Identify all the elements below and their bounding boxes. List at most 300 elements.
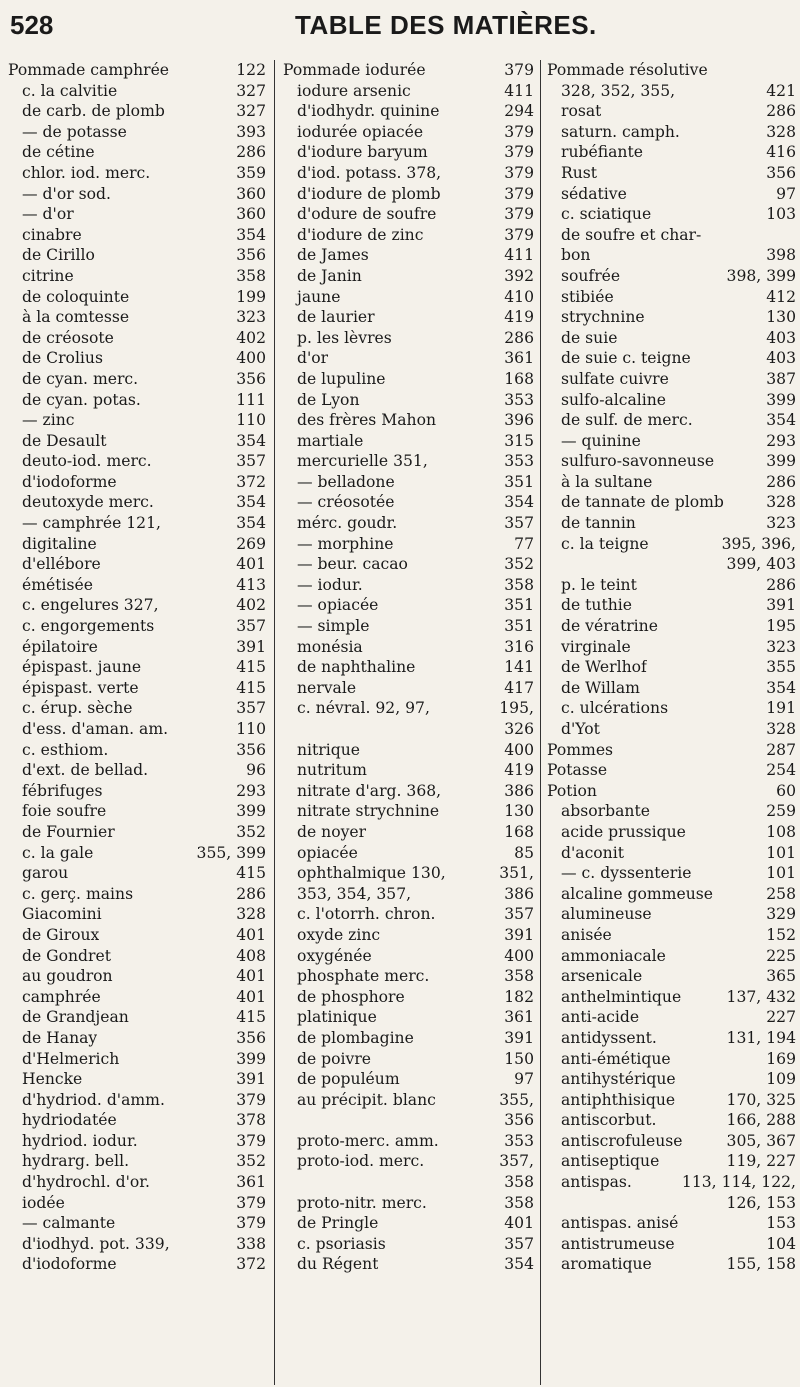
entry-term: de lupuline bbox=[297, 369, 386, 388]
entry-pages: 415 bbox=[236, 678, 266, 697]
entry-pages: 401 bbox=[236, 555, 266, 574]
index-entry bbox=[283, 554, 534, 575]
index-entry bbox=[547, 946, 796, 967]
entry-pages: 355, bbox=[499, 1090, 534, 1109]
entry-pages: 358 bbox=[504, 967, 534, 986]
entry-term: monésia bbox=[297, 637, 363, 656]
entry-pages: 357, bbox=[499, 1152, 534, 1171]
entry-pages: 327 bbox=[236, 81, 266, 100]
index-entry bbox=[547, 1049, 796, 1070]
index-entry bbox=[283, 451, 534, 472]
entry-pages: 352 bbox=[236, 822, 266, 841]
entry-pages: 286 bbox=[766, 102, 796, 121]
entry-pages: 354 bbox=[236, 493, 266, 512]
entry-term: stibiée bbox=[561, 287, 614, 306]
entry-pages: 287 bbox=[766, 740, 796, 759]
entry-pages: 419 bbox=[504, 761, 534, 780]
entry-term: de poivre bbox=[297, 1049, 372, 1068]
index-entry bbox=[283, 1049, 534, 1070]
entry-pages: 379 bbox=[504, 163, 534, 182]
index-entry bbox=[547, 410, 796, 431]
entry-pages: 316 bbox=[504, 637, 534, 656]
entry-term: acide prussique bbox=[561, 822, 686, 841]
index-entry bbox=[283, 369, 534, 390]
entry-pages: 391 bbox=[236, 1070, 266, 1089]
entry-term: c. érup. sèche bbox=[22, 699, 133, 718]
index-entry bbox=[8, 307, 266, 328]
entry-pages: 360 bbox=[236, 184, 266, 203]
entry-term: strychnine bbox=[561, 308, 645, 327]
index-entry bbox=[8, 348, 266, 369]
index-entry bbox=[283, 410, 534, 431]
entry-term: sulfo-alcaline bbox=[561, 390, 667, 409]
entry-term: d'hydrochl. d'or. bbox=[22, 1173, 150, 1192]
entry-pages: 254 bbox=[766, 761, 796, 780]
index-entry bbox=[283, 204, 534, 225]
entry-term: proto-nitr. merc. bbox=[297, 1193, 427, 1212]
entry-pages: 415 bbox=[236, 658, 266, 677]
entry-term: de cétine bbox=[22, 143, 95, 162]
entry-term: de soufre et char- bbox=[561, 225, 702, 244]
entry-pages: 305, 367 bbox=[726, 1131, 796, 1150]
entry-term: de suie c. teigne bbox=[561, 349, 691, 368]
entry-pages: 395, 396, bbox=[721, 534, 796, 553]
entry-term: camphrée bbox=[22, 987, 101, 1006]
entry-term: — morphine bbox=[297, 534, 394, 553]
entry-term: épispast. jaune bbox=[22, 658, 142, 677]
entry-term: de Pringle bbox=[297, 1214, 379, 1233]
entry-term: de noyer bbox=[297, 822, 367, 841]
page-number: 528 bbox=[10, 10, 54, 40]
entry-term: de Hanay bbox=[22, 1028, 98, 1047]
entry-term: martiale bbox=[297, 431, 364, 450]
entry-pages: 387 bbox=[766, 369, 796, 388]
entry-pages: 170, 325 bbox=[726, 1090, 796, 1109]
entry-pages: 286 bbox=[236, 884, 266, 903]
entry-pages: 293 bbox=[236, 781, 266, 800]
index-entry bbox=[547, 678, 796, 699]
entry-pages: 103 bbox=[766, 205, 796, 224]
index-entry bbox=[8, 1069, 266, 1090]
entry-term: c. psoriasis bbox=[297, 1234, 386, 1253]
entry-pages: 355, 399 bbox=[196, 843, 266, 862]
entry-pages: 259 bbox=[766, 802, 796, 821]
index-entry bbox=[8, 1254, 266, 1275]
entry-term: — c. dyssenterie bbox=[561, 864, 692, 883]
entry-pages: 323 bbox=[766, 637, 796, 656]
entry-pages: 378 bbox=[236, 1111, 266, 1130]
entry-pages: 358 bbox=[504, 1173, 534, 1192]
entry-pages: 152 bbox=[766, 925, 796, 944]
index-entry bbox=[8, 863, 266, 884]
entry-term: — d'or sod. bbox=[22, 184, 111, 203]
entry-pages: 155, 158 bbox=[726, 1255, 796, 1274]
entry-term: d'Helmerich bbox=[22, 1049, 120, 1068]
entry-pages: 398 bbox=[766, 246, 796, 265]
entry-term: iodure arsenic bbox=[297, 81, 411, 100]
index-entry bbox=[283, 946, 534, 967]
entry-pages: 96 bbox=[246, 761, 266, 780]
entry-pages: 195 bbox=[766, 617, 796, 636]
entry-term: Potion bbox=[547, 781, 597, 800]
index-entry bbox=[283, 1193, 534, 1214]
entry-pages: 97 bbox=[514, 1070, 534, 1089]
entry-pages: 415 bbox=[236, 864, 266, 883]
entry-term: épispast. verte bbox=[22, 678, 139, 697]
entry-term: rubéfiante bbox=[561, 143, 643, 162]
entry-term: de carb. de plomb bbox=[22, 102, 165, 121]
index-entry bbox=[547, 184, 796, 205]
index-entry bbox=[547, 451, 796, 472]
entry-pages: 417 bbox=[504, 678, 534, 697]
entry-pages: 372 bbox=[236, 1255, 266, 1274]
entry-pages: 195, bbox=[499, 699, 534, 718]
entry-term: de laurier bbox=[297, 308, 375, 327]
entry-term: — de potasse bbox=[22, 122, 127, 141]
index-entry bbox=[8, 81, 266, 102]
entry-pages: 182 bbox=[504, 987, 534, 1006]
running-title: TABLE DES MATIÈRES. bbox=[295, 10, 597, 40]
entry-term: de vératrine bbox=[561, 617, 658, 636]
index-entry bbox=[547, 122, 796, 143]
entry-pages: 328 bbox=[236, 905, 266, 924]
index-entry bbox=[547, 595, 796, 616]
index-entry bbox=[547, 554, 796, 575]
entry-pages: 379 bbox=[236, 1131, 266, 1150]
index-entry bbox=[547, 657, 796, 678]
entry-term: Pommade iodurée bbox=[283, 61, 426, 79]
entry-term: de sulf. de merc. bbox=[561, 411, 693, 430]
index-entry bbox=[547, 1110, 796, 1131]
entry-pages: 351 bbox=[504, 617, 534, 636]
entry-term: p. les lèvres bbox=[297, 328, 392, 347]
entry-pages: 372 bbox=[236, 472, 266, 491]
index-entry bbox=[547, 534, 796, 555]
index-entry bbox=[8, 925, 266, 946]
entry-term: d'or bbox=[297, 349, 329, 368]
entry-term: — iodur. bbox=[297, 575, 363, 594]
entry-term: de cyan. merc. bbox=[22, 369, 139, 388]
entry-term: de Crolius bbox=[22, 349, 103, 368]
entry-pages: 401 bbox=[236, 987, 266, 1006]
index-entry bbox=[283, 760, 534, 781]
index-entry bbox=[547, 637, 796, 658]
index-entry bbox=[8, 987, 266, 1008]
index-entry bbox=[8, 163, 266, 184]
index-entry bbox=[8, 781, 266, 802]
entry-term: nitrate strychnine bbox=[297, 802, 440, 821]
entry-pages: 379 bbox=[504, 225, 534, 244]
index-entry bbox=[8, 1007, 266, 1028]
index-entry bbox=[8, 513, 266, 534]
entry-pages: 399 bbox=[766, 390, 796, 409]
index-entry bbox=[283, 431, 534, 452]
entry-term: épilatoire bbox=[22, 637, 98, 656]
entry-term: de James bbox=[297, 246, 369, 265]
entry-pages: 110 bbox=[236, 411, 266, 430]
entry-term: anisée bbox=[561, 925, 612, 944]
entry-term: Pommes bbox=[547, 740, 614, 759]
index-entry bbox=[8, 1049, 266, 1070]
index-entry bbox=[283, 678, 534, 699]
entry-term: chlor. iod. merc. bbox=[22, 163, 151, 182]
entry-term: antiphthisique bbox=[561, 1090, 676, 1109]
entry-term: de créosote bbox=[22, 328, 114, 347]
entry-pages: 386 bbox=[504, 884, 534, 903]
entry-pages: 354 bbox=[504, 1255, 534, 1274]
entry-pages: 351, bbox=[499, 864, 534, 883]
index-entry bbox=[547, 1234, 796, 1255]
index-entry bbox=[547, 1090, 796, 1111]
entry-pages: 361 bbox=[504, 1008, 534, 1027]
entry-pages: 413 bbox=[236, 575, 266, 594]
entry-pages: 258 bbox=[766, 884, 796, 903]
entry-pages: 357 bbox=[504, 514, 534, 533]
index-entry bbox=[547, 740, 796, 761]
entry-term: de tuthie bbox=[561, 596, 633, 615]
entry-term: de Lyon bbox=[297, 390, 360, 409]
index-entry bbox=[547, 801, 796, 822]
index-entry bbox=[283, 348, 534, 369]
entry-term: iodurée opiacée bbox=[297, 122, 424, 141]
entry-term: antiscorbut. bbox=[561, 1111, 657, 1130]
index-entry bbox=[547, 719, 796, 740]
index-entry bbox=[547, 966, 796, 987]
entry-pages: 191 bbox=[766, 699, 796, 718]
entry-term: — opiacée bbox=[297, 596, 379, 615]
entry-pages: 109 bbox=[766, 1070, 796, 1089]
index-entry bbox=[8, 801, 266, 822]
entry-pages: 293 bbox=[766, 431, 796, 450]
entry-term: alcaline gommeuse bbox=[561, 884, 713, 903]
entry-term: — quinine bbox=[561, 431, 641, 450]
entry-pages: 391 bbox=[766, 596, 796, 615]
entry-pages: 168 bbox=[504, 822, 534, 841]
index-entry bbox=[8, 966, 266, 987]
index-entry bbox=[8, 595, 266, 616]
entry-pages: 130 bbox=[504, 802, 534, 821]
entry-pages: 411 bbox=[504, 81, 534, 100]
entry-term: d'iodure baryum bbox=[297, 143, 428, 162]
entry-pages: 354 bbox=[504, 493, 534, 512]
entry-pages: 354 bbox=[236, 514, 266, 533]
entry-pages: 357 bbox=[236, 617, 266, 636]
index-entry bbox=[8, 884, 266, 905]
entry-pages: 399 bbox=[236, 802, 266, 821]
entry-term: de cyan. potas. bbox=[22, 390, 141, 409]
entry-pages: 169 bbox=[766, 1049, 796, 1068]
entry-term: opiacée bbox=[297, 843, 358, 862]
entry-term: c. gerç. mains bbox=[22, 884, 134, 903]
entry-pages: 225 bbox=[766, 946, 796, 965]
index-entry bbox=[283, 1151, 534, 1172]
index-entry bbox=[283, 534, 534, 555]
entry-term: bon bbox=[561, 246, 591, 265]
entry-pages: 421 bbox=[766, 81, 796, 100]
entry-term: oxygénée bbox=[297, 946, 372, 965]
entry-pages: 137, 432 bbox=[726, 987, 796, 1006]
index-entry bbox=[547, 81, 796, 102]
index-entry bbox=[547, 925, 796, 946]
index-entry bbox=[283, 925, 534, 946]
entry-term: d'odure de soufre bbox=[297, 205, 437, 224]
entry-term: c. esthiom. bbox=[22, 740, 109, 759]
index-entry bbox=[8, 1172, 266, 1193]
entry-pages: 338 bbox=[236, 1234, 266, 1253]
index-column-1 bbox=[8, 60, 266, 1385]
index-entry bbox=[547, 348, 796, 369]
index-entry bbox=[8, 1234, 266, 1255]
entry-term: — belladone bbox=[297, 472, 395, 491]
index-entry bbox=[547, 616, 796, 637]
entry-pages: 327 bbox=[236, 102, 266, 121]
index-column-2 bbox=[274, 60, 534, 1385]
index-entry bbox=[547, 225, 796, 246]
entry-term: de plombagine bbox=[297, 1028, 414, 1047]
index-entry bbox=[283, 390, 534, 411]
index-column-3 bbox=[540, 60, 796, 1385]
index-entry bbox=[8, 1110, 266, 1131]
entry-term: de Cirillo bbox=[22, 246, 95, 265]
entry-pages: 286 bbox=[236, 143, 266, 162]
entry-term: du Régent bbox=[297, 1255, 379, 1274]
index-entry bbox=[283, 1172, 534, 1193]
entry-pages: 60 bbox=[776, 781, 796, 800]
entry-pages: 402 bbox=[236, 328, 266, 347]
index-entry bbox=[283, 142, 534, 163]
index-entry bbox=[8, 904, 266, 925]
index-entry bbox=[547, 1254, 796, 1275]
index-entry bbox=[8, 678, 266, 699]
entry-pages: 365 bbox=[766, 967, 796, 986]
entry-pages: 356 bbox=[236, 246, 266, 265]
entry-term: ophthalmique 130, bbox=[297, 864, 446, 883]
index-entry bbox=[547, 1028, 796, 1049]
entry-term: hydriodatée bbox=[22, 1111, 117, 1130]
index-entry bbox=[8, 60, 266, 81]
entry-term: d'iodoforme bbox=[22, 1255, 117, 1274]
entry-term: de populéum bbox=[297, 1070, 400, 1089]
index-entry bbox=[547, 1213, 796, 1234]
entry-pages: 354 bbox=[766, 411, 796, 430]
index-entry bbox=[547, 760, 796, 781]
entry-term: antispas. bbox=[561, 1173, 632, 1192]
entry-pages: 168 bbox=[504, 369, 534, 388]
index-entry bbox=[547, 513, 796, 534]
index-entry bbox=[283, 513, 534, 534]
index-entry bbox=[8, 472, 266, 493]
entry-pages: 104 bbox=[766, 1234, 796, 1253]
entry-pages: 361 bbox=[236, 1173, 266, 1192]
entry-term: proto-merc. amm. bbox=[297, 1131, 439, 1150]
index-entry bbox=[283, 1254, 534, 1275]
entry-term: mérc. goudr. bbox=[297, 514, 398, 533]
entry-term: d'iodure de plomb bbox=[297, 184, 441, 203]
index-entry bbox=[283, 637, 534, 658]
entry-term: c. la teigne bbox=[561, 534, 649, 553]
entry-pages: 356 bbox=[236, 740, 266, 759]
entry-pages: 85 bbox=[514, 843, 534, 862]
index-entry bbox=[547, 781, 796, 802]
index-entry bbox=[8, 719, 266, 740]
index-entry bbox=[283, 60, 534, 81]
entry-pages: 354 bbox=[236, 225, 266, 244]
entry-term: — zinc bbox=[22, 411, 75, 430]
entry-term: de Grandjean bbox=[22, 1008, 129, 1027]
index-entry bbox=[547, 1172, 796, 1193]
index-entry bbox=[8, 431, 266, 452]
entry-pages: 286 bbox=[766, 575, 796, 594]
entry-term: à la sultane bbox=[561, 472, 653, 491]
index-entry bbox=[8, 492, 266, 513]
entry-pages: 379 bbox=[504, 205, 534, 224]
entry-term: d'aconit bbox=[561, 843, 624, 862]
entry-term: d'hydriod. d'amm. bbox=[22, 1090, 165, 1109]
entry-pages: 379 bbox=[236, 1214, 266, 1233]
index-entry bbox=[283, 328, 534, 349]
entry-pages: 286 bbox=[504, 328, 534, 347]
entry-pages: 227 bbox=[766, 1008, 796, 1027]
index-entry bbox=[283, 1069, 534, 1090]
entry-pages: 356 bbox=[236, 369, 266, 388]
index-entry bbox=[547, 163, 796, 184]
entry-term: citrine bbox=[22, 266, 74, 285]
entry-pages: 399, 403 bbox=[726, 555, 796, 574]
entry-term: de Janin bbox=[297, 266, 362, 285]
index-entry bbox=[283, 863, 534, 884]
entry-pages: 101 bbox=[766, 864, 796, 883]
entry-term: antiseptique bbox=[561, 1152, 660, 1171]
entry-pages: 328 bbox=[766, 122, 796, 141]
index-entry bbox=[283, 884, 534, 905]
entry-term: des frères Mahon bbox=[297, 411, 437, 430]
entry-pages: 358 bbox=[504, 575, 534, 594]
entry-term: nervale bbox=[297, 678, 357, 697]
index-entry bbox=[8, 1090, 266, 1111]
entry-pages: 352 bbox=[236, 1152, 266, 1171]
index-entry bbox=[8, 1213, 266, 1234]
index-entry bbox=[283, 1007, 534, 1028]
index-entry bbox=[547, 60, 796, 81]
index-entry bbox=[547, 863, 796, 884]
entry-pages: 329 bbox=[766, 905, 796, 924]
entry-term: d'iod. potass. 378, bbox=[297, 163, 442, 182]
entry-term: fébrifuges bbox=[22, 781, 103, 800]
entry-term: Pommade camphrée bbox=[8, 61, 170, 79]
entry-pages: 328 bbox=[766, 720, 796, 738]
entry-pages: 360 bbox=[236, 205, 266, 224]
index-entry bbox=[8, 575, 266, 596]
entry-term: sulfuro-savonneuse bbox=[561, 452, 715, 471]
index-entry bbox=[283, 740, 534, 761]
entry-term: virginale bbox=[561, 637, 631, 656]
entry-term: au goudron bbox=[22, 967, 113, 986]
index-entry bbox=[8, 266, 266, 287]
entry-term: antidyssent. bbox=[561, 1028, 657, 1047]
entry-term: antistrumeuse bbox=[561, 1234, 675, 1253]
entry-term: c. sciatique bbox=[561, 205, 652, 224]
entry-pages: 412 bbox=[766, 287, 796, 306]
entry-term: antiscrofuleuse bbox=[561, 1131, 683, 1150]
entry-pages: 131, 194 bbox=[726, 1028, 796, 1047]
entry-pages: 77 bbox=[514, 534, 534, 553]
entry-term: oxyde zinc bbox=[297, 925, 381, 944]
entry-term: Potasse bbox=[547, 761, 608, 780]
entry-pages: 416 bbox=[766, 143, 796, 162]
entry-term: de tannate de plomb bbox=[561, 493, 724, 512]
entry-pages: 391 bbox=[504, 925, 534, 944]
index-entry bbox=[8, 328, 266, 349]
